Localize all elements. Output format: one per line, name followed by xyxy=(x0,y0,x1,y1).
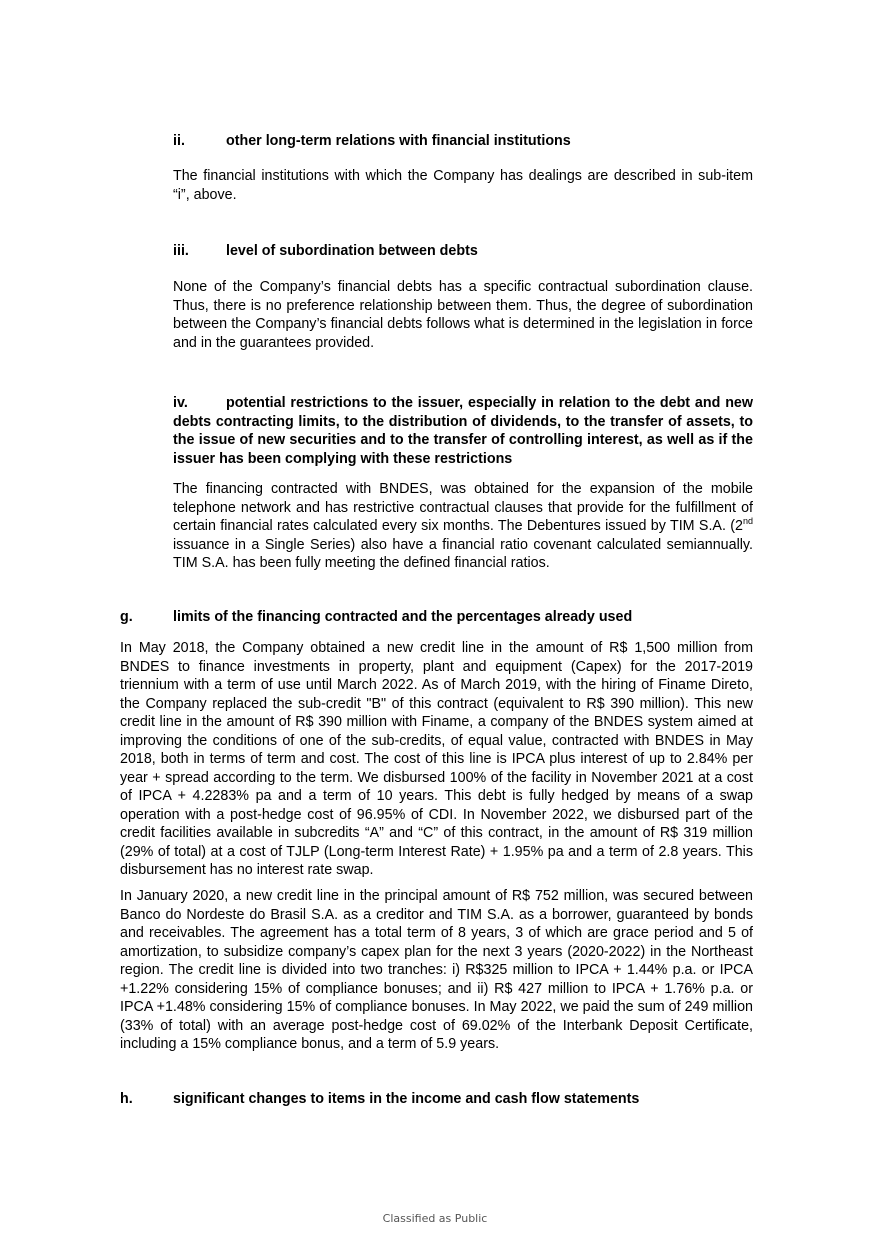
subsection-iv-number: iv. xyxy=(173,395,188,411)
subsection-iii-body: None of the Company’s financial debts has a specific contractual subordination clause. Thus, there is no preference relationship between them. Thus, the degree of subordination between the Company’s financial debts follows what is determined in the legislation in force and in the guarantees provided. xyxy=(173,279,753,351)
subsection-iv-body-part1: The financing contracted with BNDES, was obtained for the expansion of the mobile telephone network and has restrictive contractual clauses that provide for the fulfillment of certain financial rates calculated every six months. The Debentures issued by TIM S.A. (2 xyxy=(173,481,753,534)
subsection-ii-body: The financial institutions with which the Company has dealings are described in sub-item “i”, above. xyxy=(173,168,753,203)
section-g-number: g. xyxy=(120,609,133,625)
subsection-iii-title: level of subordination between debts xyxy=(226,243,478,259)
section-g-paragraph-1: In May 2018, the Company obtained a new credit line in the amount of R$ 1,500 million from BNDES to finance investments in property, plant and equipment (Capex) for the 2017-2019 triennium with a term of use until March 2022. As of March 2019, with the hiring of Finame Direto, the Company replaced the sub-credit "B" of this contract (equivalent to R$ 390 million). This new credit line in the amount of R$ 390 million with Finame, a company of the BNDES system aimed at improving the conditions of one of the sub-credits, of equal value, contracted with BNDES in May 2018, both in terms of term and cost. The cost of this line is IPCA plus interest of up to 2.84% per year + spread according to the term. We disbursed 100% of the facility in November 2021 at a cost of IPCA + 4.2283% pa and a term of 10 years. This debt is fully hedged by means of a swap operation with a post-hedge cost of 96.95% of CDI. In November 2022, we disbursed part of the credit facilities available in subcredits “A” and “C” of this contract, in the amount of R$ 319 million (29% of total) at a cost of TJLP (Long-term Interest Rate) + 1.95% pa and a term of 2.8 years. This disbursement has no interest rate swap. xyxy=(120,640,753,878)
section-h-title: significant changes to items in the income and cash flow statements xyxy=(173,1091,640,1107)
subsection-iv-body-superscript: nd xyxy=(742,516,753,527)
subsection-ii-title: other long-term relations with financial institutions xyxy=(226,133,571,149)
subsection-ii-number: ii. xyxy=(173,133,185,149)
subsection-iv-title: potential restrictions to the issuer, especially in relation to the debt and new debts contracting limits, to the distribution of dividends, to the transfer of assets, to the issue of new securities and to the transfer of controlling interest, as well as if the issuer has been complying with these restrictions xyxy=(173,395,753,467)
section-h-number: h. xyxy=(120,1091,133,1107)
section-h-heading xyxy=(120,1090,753,1109)
subsection-ii-heading xyxy=(173,132,753,151)
section-g-paragraph-2: In January 2020, a new credit line in the principal amount of R$ 752 million, was secured between Banco do Nordeste do Brasil S.A. as a creditor and TIM S.A. as a borrower, guaranteed by bonds and receivables. The agreement has a total term of 8 years, 3 of which are grace period and 5 of amortization, to subsidize company’s capex plan for the next 3 years (2020-2022) in the Northeast region. The credit line is divided into two tranches: i) R$325 million to IPCA + 1.44% p.a. or IPCA +1.22% considering 15% of compliance bonuses; and ii) R$ 427 million to IPCA + 1.76% p.a. or IPCA +1.48% considering 15% of compliance bonuses. In May 2022, we paid the sum of 249 million (33% of total) with an average post-hedge cost of 69.02% of the Interbank Deposit Certificate, including a 15% compliance bonus, and a term of 5.9 years. xyxy=(120,888,753,1052)
subsection-iv-body-part2: issuance in a Single Series) also have a financial ratio covenant calculated semiannually. TIM S.A. has been fully meeting the defined financial ratios. xyxy=(173,536,753,571)
subsection-iii-heading xyxy=(173,242,753,261)
footer-classification: Classified as Public xyxy=(382,1212,488,1225)
section-g-title: limits of the financing contracted and the percentages already used xyxy=(173,609,633,625)
section-g-heading xyxy=(120,608,753,627)
subsection-iii-number: iii. xyxy=(173,243,189,259)
subsection-iv-body xyxy=(173,480,753,573)
subsection-iv-heading xyxy=(173,394,753,468)
